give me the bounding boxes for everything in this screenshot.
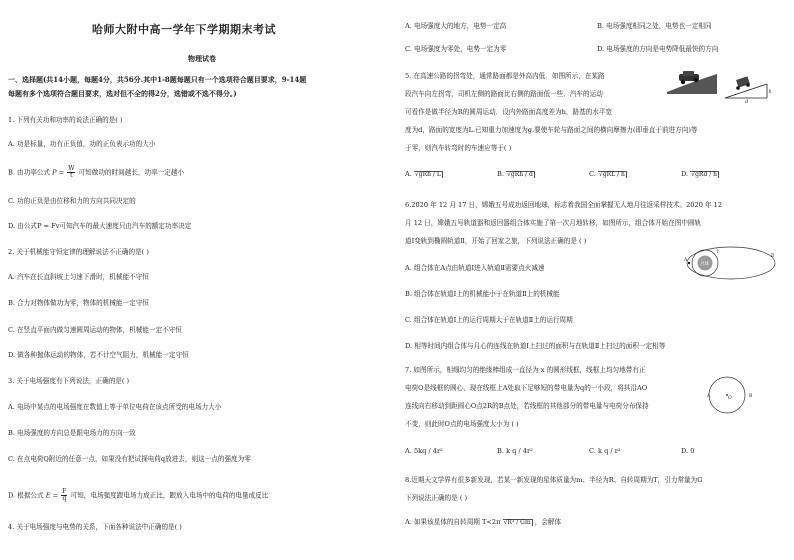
q6-moon-label: 月球 [700,262,709,267]
q7-c-letter: C. [589,447,596,455]
q5-d-letter: D. [681,170,689,178]
q5-line1: 5. 在高速公路的拐弯处，通常路面都是外高内低．如图所示，在某路 [405,72,605,80]
q3-d-symbol: E = [45,491,59,500]
q5-b-sqrt: √gRh / d [507,170,533,178]
q6-option-a: A. 组合体在A点由轨道Ⅰ进入轨道Ⅱ需要点火减速 [405,264,545,272]
subject-title: 物理试卷 [188,54,216,63]
q7-b-expr: k q / 4r² [506,447,533,455]
q6-orbit1-label: Ⅰ [717,250,719,255]
q2-option-a: A. 汽车在长直斜坡上匀速下滑时，机械能不守恒 [8,273,149,281]
q8-line2: 下列说法正确的是 ( ) [405,494,468,502]
q3-stem: 3. 关于电场强度有下列说法，正确的是( ) [8,377,130,385]
q1-b-symbol: P = [52,168,65,177]
q3-d-post: 可知，电场强度跟电场力成正比，跟放入电场中的电荷的电量成反比 [70,491,269,500]
q6-orbit2-label: Ⅱ [771,254,775,259]
q7-fig-o-label: O [728,396,732,401]
q1-b-pre: B. 由功率公式 [8,168,51,177]
q2-option-c: C. 在竖直平面内做匀速圆周运动的物体，机械能一定不守恒 [8,326,182,334]
q6-line2: 月 12 日，嫦娥五号轨道器和返回器组合体实施了第一次月地转移，如图所示，组合体开始在图中圆轨 [405,219,702,227]
q4-option-b: B. 电场强度相同之处，电势也一定相同 [597,22,712,30]
q8-option-a [405,518,561,526]
q1-option-d: D. 由公式P = Fv可知汽车的最大速度只由汽车的额定功率决定 [8,222,192,230]
q3-option-b: B. 电场强度的方向总是跟电场力的方向一致 [8,429,136,437]
q5-option-a [405,170,443,178]
q4-option-a: A. 电场强度大的地方，电势一定高 [405,22,507,30]
q5-fig-d-label: d [745,99,749,105]
q7-option-b [497,447,533,455]
q4-option-c: C. 电场强度为零处，电势一定为零 [405,45,507,53]
q7-line4: 不变，则此时O点的电场强度大小为 ( ) [405,420,519,428]
q1-option-b [8,166,184,179]
q2-option-b: B. 合力对物体做功为零，物体的机械能一定守恒 [8,299,149,307]
q7-fig-b-label: B [749,394,753,399]
q5-line5: 于零，则汽车转弯时的车速应等于( ) [405,144,512,152]
q8-a-sqrt: √R³ / Gm [503,518,531,526]
q8-line1: 8.近期天文学界有很多新发现，若某一新发现的星体质量为m、半径为R、自转周期为T，引力常量为G [405,476,703,484]
q5-b-expr: gRh / d [510,170,533,178]
q5-line4: 度为d，路面的宽度为L.已知重力加速度为g.要使车轮与路面之间的横向摩擦力(即垂直于前进方向)等 [405,126,698,134]
q1-b-num: W [68,165,75,172]
q6-point-a-label: A [684,258,688,263]
exam-title: 哈师大附中高一学年下学期期末考试 [92,23,276,36]
q4-option-d: D. 电场强度的方向是电势降低最快的方向 [597,45,719,53]
q7-ring-figure [705,372,755,418]
q8-a-post: ，会解体 [534,518,562,526]
q1-b-post: 可知做功的时间越长，功率一定越小 [78,168,185,177]
q8-a-text: A. 如果该星体的自转周期 T<2π [405,518,501,526]
q7-b-letter: B. [497,447,504,455]
q5-line2: 段汽车向左拐弯，司机左侧的路面比右侧的路面低一些．汽车的运动 [405,90,603,98]
q5-d-sqrt: √gRd / h [691,170,717,178]
q1-b-fraction [67,166,75,179]
q5-b-letter: B. [497,170,504,178]
q3-option-c: C. 在点电荷Q附近的任意一点，如果没有把试探电荷q放进去，则这一点的强度为零 [8,455,251,463]
q1-stem: 1. 下列有关功和功率的说法正确的是( ) [8,116,123,124]
q5-option-c [589,170,627,178]
q8-a-expr: R³ / Gm [507,518,531,526]
q5-a-sqrt: √gRh / L [414,170,441,178]
q7-line1: 7. 如图所示，相细均匀的绝缘棒组成一直径为 x 的圆形线框，线框上均匀地带有正 [405,366,646,374]
q7-option-c [589,447,621,455]
q7-line2: 电荷O是线框的圆心，现在线框上A处取下足够短的带电量为q的一小段，将其沿AO [405,384,648,392]
q1-option-a: A. 功是标量，功有正负值，功的正负表示功的大小 [8,140,156,148]
q7-a-expr: 5kq / 4r² [413,447,443,455]
q7-fig-a-label: A [707,394,711,399]
q2-stem: 2. 关于机械能守恒定律的理解说法不正确的是( ) [8,248,149,256]
q5-c-expr: gRL / h [602,170,625,178]
q7-a-letter: A. [405,447,412,455]
q7-option-a [405,447,443,455]
q5-slope-figure [723,72,771,104]
q3-d-den: q [62,495,67,502]
q3-d-fraction [61,489,67,502]
q1-b-den: t [70,172,73,179]
q4-stem: 4. 关于电场强度与电势的关系，下面各种说法中正确的是( ) [8,523,182,531]
q6-option-b: B. 组合体在轨道Ⅰ上的机械能小于在轨道Ⅱ上的机械能 [405,290,560,298]
q3-d-num: F [62,488,67,495]
q7-c-expr: k q / r² [598,447,621,455]
q6-orbit-figure [683,243,779,283]
q5-a-letter: A. [405,170,412,178]
q5-d-expr: gRd / h [695,170,717,178]
section-one-line1: 一、选择题(共14小题，每题4分，共56分.其中1-8题每题只有一个选项符合题目要求，9-14题 [8,75,307,84]
q3-option-a: A. 电场中某点的电场强度在数值上等于单位电荷在该点所受的电场力大小 [8,403,222,411]
q5-option-d [681,170,719,178]
q5-c-letter: C. [589,170,596,178]
section-one-line2: 每题有多个选项符合题目要求，选对但不全的得2分，选错或不选不得分。) [8,89,237,98]
q5-c-sqrt: √gRL / h [599,170,625,178]
q5-a-expr: gRh / L [418,170,441,178]
q6-line3: 道Ⅰ变轨到椭圆轨道Ⅱ，开始了回家之旅，下列说法正确的是 ( ) [405,237,587,245]
q7-option-d: D. 0 [681,447,695,455]
q6-line1: 6.2020 年 12 月 17 日，嫦娥五号成功返回地球，标志着我国全面掌握无人地月往返采样技术。2020 年 12 [405,201,723,209]
q3-option-d [8,489,268,502]
q1-option-c: C. 功的正负是由位移和力的方向共同决定的 [8,197,136,205]
q3-d-pre: D. 根据公式 [8,491,44,500]
q5-fig-h-label: h [768,89,772,95]
q6-option-d: D. 相等时间内组合体与月心的连线在轨道Ⅰ上扫过的面积与在轨道Ⅱ上扫过的面积一定相等 [405,342,666,350]
q5-line3: 可看作是做半径为R的圆周运动．设内外路面高度差为h，路基的水平宽 [405,108,613,116]
q2-option-d: D. 做各种抛体运动的物体，若不计空气阻力，机械能一定守恒 [8,351,189,359]
q6-option-c: C. 组合体在轨道Ⅰ上的运行周期大于在轨道Ⅱ上的运行周期 [405,316,573,324]
q7-line3: 连线向右移动到距圆心O点2R的B点处，若线框的其他部分的带电量与电荷分布保持 [405,402,649,410]
q5-option-b [497,170,535,178]
q5-road-car-figure [665,68,719,96]
